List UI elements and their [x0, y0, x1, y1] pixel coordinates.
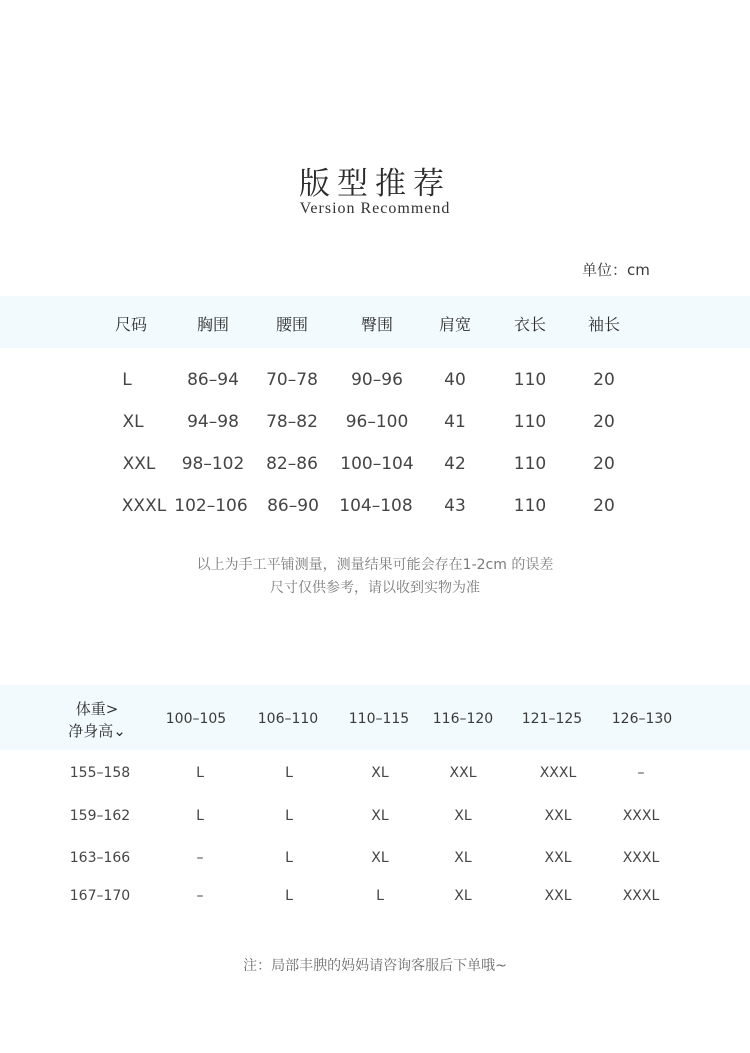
- size-table-cell: 110: [513, 370, 547, 390]
- recommended-size-cell: L: [376, 888, 384, 904]
- size-table-cell: 102–106: [174, 496, 248, 516]
- size-table-cell: 40: [444, 370, 466, 390]
- weight-range-header: 126–130: [611, 711, 673, 727]
- recommended-size-cell: XXL: [544, 888, 572, 904]
- size-table-cell: 70–78: [266, 370, 318, 390]
- size-table-cell: 20: [593, 496, 615, 516]
- size-table-header: 臀围: [360, 315, 394, 334]
- size-table-cell: 90–96: [351, 370, 403, 390]
- size-table-cell: 20: [593, 412, 615, 432]
- size-table-cell: 43: [444, 496, 466, 516]
- size-table-cell: 82–86: [266, 454, 318, 474]
- size-table-header: 衣长: [513, 315, 547, 334]
- recommended-size-cell: –: [196, 850, 204, 866]
- size-table-header: 腰围: [275, 315, 309, 334]
- size-table-cell: 41: [444, 412, 466, 432]
- recommended-size-cell: XL: [454, 888, 472, 904]
- recommended-size-cell: L: [196, 808, 204, 824]
- recommended-size-cell: XL: [454, 850, 472, 866]
- measurement-note: 以上为手工平铺测量，测量结果可能会存在1-2cm 的误差: [196, 557, 554, 573]
- size-name-cell: L: [122, 370, 132, 390]
- size-table-cell: 104–108: [339, 496, 413, 516]
- height-axis-label: 净身高⌄: [68, 722, 126, 740]
- weight-range-header: 106–110: [257, 711, 319, 727]
- size-table-cell: 86–90: [267, 496, 319, 516]
- size-table-cell: 110: [513, 412, 547, 432]
- size-name-cell: XL: [122, 412, 144, 432]
- recommended-size-cell: –: [196, 888, 204, 904]
- size-table-header: 尺码: [114, 315, 148, 334]
- size-table-cell: 100–104: [340, 454, 414, 474]
- recommended-size-cell: XXXL: [622, 808, 660, 824]
- recommended-size-cell: XXL: [544, 850, 572, 866]
- size-table-header: 袖长: [587, 315, 621, 334]
- size-table-cell: 98–102: [181, 454, 245, 474]
- recommended-size-cell: XL: [371, 808, 389, 824]
- size-table-cell: 42: [444, 454, 466, 474]
- weight-range-header: 121–125: [521, 711, 583, 727]
- recommended-size-cell: L: [285, 888, 293, 904]
- recommended-size-cell: XXXL: [622, 850, 660, 866]
- height-range-cell: 155–158: [69, 765, 131, 781]
- page-title: 版型推荐: [299, 166, 451, 202]
- size-table-cell: 20: [593, 454, 615, 474]
- size-name-cell: XXXL: [121, 496, 167, 516]
- size-table-cell: 96–100: [345, 412, 409, 432]
- recommended-size-cell: L: [285, 808, 293, 824]
- recommended-size-cell: XXXL: [622, 888, 660, 904]
- weight-range-header: 116–120: [432, 711, 494, 727]
- size-table-cell: 110: [513, 496, 547, 516]
- height-range-cell: 167–170: [69, 888, 131, 904]
- recommended-size-cell: L: [285, 765, 293, 781]
- size-table-cell: 110: [513, 454, 547, 474]
- page-subtitle: Version Recommend: [299, 200, 451, 217]
- recommended-size-cell: XL: [371, 765, 389, 781]
- height-range-cell: 163–166: [69, 850, 131, 866]
- weight-range-header: 100–105: [165, 711, 227, 727]
- size-table-header: 胸围: [196, 315, 230, 334]
- size-table-cell: 20: [593, 370, 615, 390]
- recommended-size-cell: L: [196, 765, 204, 781]
- size-table-cell: 78–82: [266, 412, 318, 432]
- recommended-size-cell: XXXL: [539, 765, 577, 781]
- size-table-cell: 94–98: [187, 412, 239, 432]
- height-range-cell: 159–162: [69, 808, 131, 824]
- footer-note: 注：局部丰腴的妈妈请咨询客服后下单哦~: [243, 958, 507, 974]
- weight-axis-label: 体重>: [75, 700, 119, 718]
- size-table-header: 肩宽: [438, 315, 472, 334]
- weight-range-header: 110–115: [348, 711, 410, 727]
- recommended-size-cell: XL: [454, 808, 472, 824]
- recommended-size-cell: XXL: [544, 808, 572, 824]
- reference-note: 尺寸仅供参考，请以收到实物为准: [270, 580, 480, 596]
- recommended-size-cell: –: [637, 765, 645, 781]
- recommended-size-cell: XXL: [449, 765, 477, 781]
- unit-label: 单位：cm: [582, 261, 650, 279]
- size-table-cell: 86–94: [187, 370, 239, 390]
- recommended-size-cell: XL: [371, 850, 389, 866]
- corner-header: [68, 698, 126, 742]
- recommended-size-cell: L: [285, 850, 293, 866]
- size-name-cell: XXL: [122, 454, 156, 474]
